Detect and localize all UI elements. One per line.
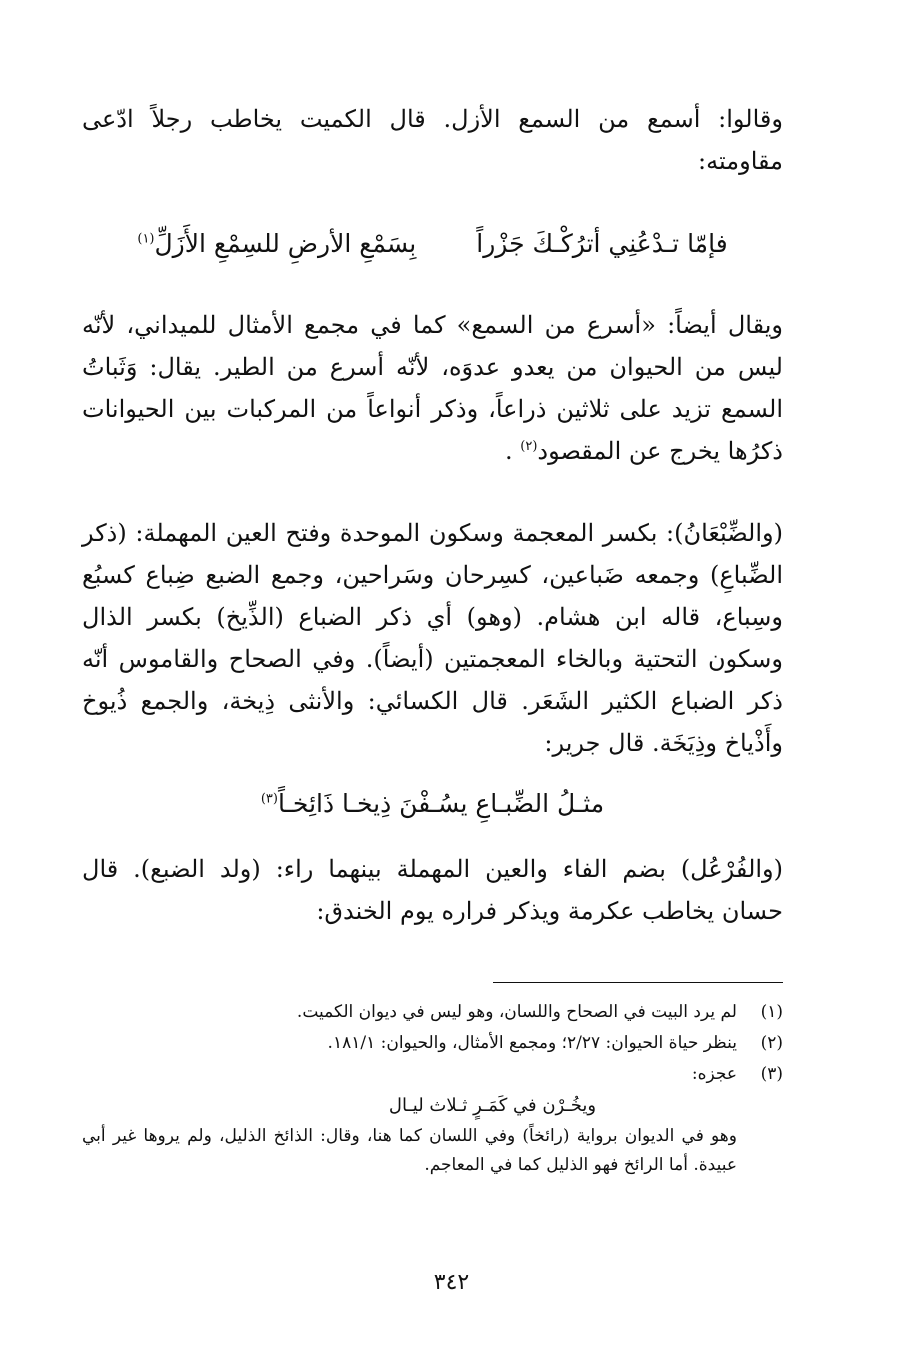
footnote-3 — [82, 1059, 783, 1090]
footnote-3-text: عجزه: — [691, 1064, 737, 1084]
verse-jarir — [82, 782, 783, 826]
verse-2-text: مثـلُ الضِّبـاعِ يسُـفْنَ ذِيخـا ذَائِخـاً — [277, 789, 605, 818]
paragraph-2 — [82, 304, 783, 472]
paragraph-3: (والضِّبْعَانُ): بكسر المعجمة وسكون الموحدة وفتح العين المهملة: (ذكر الضِّباعِ) وجمعه ضَباعين، كسِرحان وسَراحين، وجمع الضبع ضِباع كسبُع وسِباع، قاله ابن هشام. (وهو) أي ذكر الضباع (الذِّيخ) بكسر الذال وسكون التحتية وبالخاء المعجمتين (أيضاً). وفي الصحاح والقاموس أنّه ذكر الضباع الكثير الشَعَر. قال الكسائي: والأنثى ذِيخة، والجمع ذُيوخ وأَذْياخ وذِيَخَة. قال جرير: — [82, 519, 783, 757]
footnote-3-number: (٣) — [760, 1064, 783, 1084]
footnote-ref-2: (٢) — [520, 439, 538, 454]
footnote-1-text: لم يرد البيت في الصحاح واللسان، وهو ليس في ديوان الكميت. — [296, 1002, 737, 1022]
footnote-1 — [82, 997, 783, 1028]
paragraph-2-end: . — [504, 437, 521, 465]
verse-1-second-hemistich — [137, 222, 416, 266]
footnote-3-verse: ويخُـرْن في كَمَـرٍ ثـلاث ليـال — [388, 1095, 597, 1116]
paragraph-1: وقالوا: أسمع من السمع الأزل. قال الكميت يخاطب رجلاً ادّعى مقاومته: — [82, 105, 783, 175]
footnote-ref-1: (١) — [137, 231, 155, 247]
footnote-divider — [493, 982, 783, 983]
paragraph-2-text: ويقال أيضاً: «أسرع من السمع» كما في مجمع الأمثال للميداني، لأنّه ليس من الحيوان من يعدو عدوَه، لأنّه أسرع من الطير. يقال: وَثَباتُ السمع تزيد على ثلاثين ذراعاً، وذكر أنواعاً من المركبات بين الحيوانات ذكرُها يخرج عن المقصود — [82, 311, 783, 465]
verse-1-second-text: بِسَمْعِ الأرضِ للسِمْعِ الأَزَلِّ — [154, 229, 417, 258]
footnote-2-text: ينظر حياة الحيوان: ٢/٢٧؛ ومجمع الأمثال، والحيوان: ١٨١/١. — [327, 1033, 737, 1053]
verse-kumayt — [82, 222, 783, 266]
footnote-1-number: (١) — [760, 1002, 783, 1022]
footnote-2-number: (٢) — [760, 1033, 783, 1053]
footnote-2 — [82, 1028, 783, 1059]
footnote-3-commentary: وهو في الديوان برواية (رائخاً) وفي اللسان كما هنا، وقال: الذائخ الذليل، ولم يروها غير أبي عبيدة. أما الرائخ فهو الذليل كما في المعاجم. — [82, 1126, 737, 1175]
paragraph-4: (والفُرْعُل) بضم الفاء والعين المهملة بينهما راء: (ولد الضبع). قال حسان يخاطب عكرمة ويذكر فراره يوم الخندق: — [82, 855, 783, 925]
footnote-ref-3: (٣) — [260, 791, 278, 807]
verse-1-first-hemistich: فإمّا تـدْعُنِي أترُكْـكَ جَزْراً — [476, 229, 728, 258]
verse-2 — [261, 782, 604, 826]
page-number: ٣٤٢ — [433, 1270, 470, 1295]
footnotes — [82, 997, 783, 1180]
